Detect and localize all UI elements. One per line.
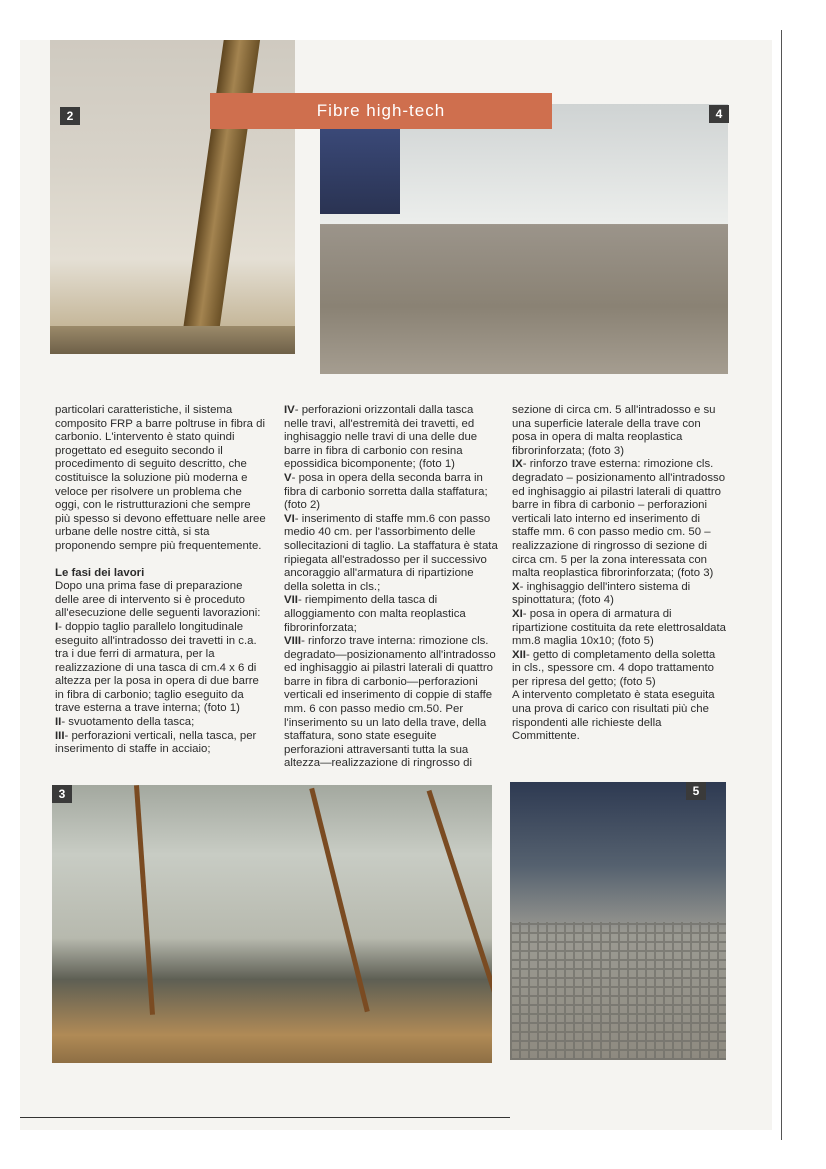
- step-2-text: - svuotamento della tasca;: [61, 716, 195, 729]
- step-10-text: - inghisaggio dell'intero sistema di spinottatura; (foto 4): [512, 580, 691, 607]
- photo-3-reinforced-beam: [52, 785, 492, 1063]
- subheading-phases: Le fasi dei lavori: [55, 566, 145, 579]
- phases-intro: Dopo una prima fase di preparazione delle aree di intervento si è proceduto all'esecuzione delle seguenti lavorazioni:: [55, 580, 261, 620]
- photo-5-label: 5: [686, 782, 706, 800]
- step-11: [512, 608, 726, 649]
- step-2: [55, 716, 267, 730]
- step-8-continued: sezione di circa cm. 5 all'intradosso e su una superficie laterale della trave con posa in opera di malta reoplastica fibrorinforzata; (foto 3): [512, 404, 716, 457]
- step-9-number: IX: [512, 458, 523, 471]
- photo-5-mesh-floor: [510, 782, 726, 1060]
- step-6-number: VI: [284, 512, 295, 525]
- photo-2-label: 2: [60, 107, 80, 125]
- step-12-text: - getto di completamento della soletta in cls., spessore cm. 4 dopo trattamento per ripresa del getto; (foto 5): [512, 648, 716, 688]
- steel-stirrup-1: [134, 785, 155, 1015]
- step-9-text: - rinforzo trave esterna: rimozione cls. degradato – posizionamento all'intradosso ed inghisaggio ai pilastri laterali di quattro barre in fibra di carbonio – perforazioni verticali lato interno ed inserimento di staffe mm. 6 con passo medio cm. 50 – realizzazione di ringrosso di sezione di circa cm. 5 per la zona interessata con malta reoplastica fibrorinforzata; (foto 3): [512, 458, 726, 580]
- step-1-text: - doppio taglio parallelo longitudinale eseguito all'intradosso dei travetti in c.a. tra i due ferri di armatura, per la realizzazione di una tasca di cm.4 x 6 di altezza per la posa in opera di due barre in fibra di carbonio; taglio eseguito da trave esterna a trave interna; (foto 1): [55, 620, 259, 715]
- intro-paragraph: particolari caratteristiche, il sistema composito FRP a barre poltruse in fibra di carbonio. L'intervento è stato quindi progettato ed eseguito secondo il procedimento di seguito descritto, che costituisce la soluzione più moderna e veloce per risolvere un problema che oggi, con le ristrutturazioni che sempre più spesso si devono effettuare nelle aree urbane delle nostre città, si sta proponendo sempre più frequentemente.: [55, 404, 266, 552]
- step-11-text: - posa in opera di armatura di ripartizione costituita da rete elettrosaldata mm.8 maglia 10x10; (foto 5): [512, 607, 727, 648]
- step-3-text: - perforazioni verticali, nella tasca, per inserimento di staffe in acciaio;: [55, 729, 257, 756]
- step-9: [512, 458, 726, 580]
- step-8: [284, 635, 498, 771]
- step-6-text: - inserimento di staffe mm.6 con passo medio 40 cm. per l'assorbimento delle sollecitazioni di taglio. La staffatura è stata ripiegata all'estradosso per il successivo ancoraggio all'armatura di ripartizione della soletta in cls.;: [284, 512, 498, 593]
- footer-rule: [20, 1117, 510, 1118]
- step-5-number: V: [284, 471, 292, 484]
- step-4-text: - perforazioni orizzontali dalla tasca nelle travi, all'estremità dei travetti, ed inghisaggio nelle travi di una delle due barre in fibra di carbonio con resina epossidica bicomponente; (foto 1): [284, 404, 478, 471]
- step-10-number: X: [512, 580, 520, 593]
- final-paragraph: A intervento completato è stata eseguita una prova di carico con risultati più che rispondenti alle richieste della Committente.: [512, 689, 715, 743]
- step-7: [284, 594, 498, 635]
- step-12: [512, 649, 726, 690]
- steel-stirrup-2: [309, 788, 369, 1012]
- step-11-number: XI: [512, 607, 523, 620]
- photo-4-label: 4: [709, 105, 729, 123]
- carbon-bar-beam: [174, 40, 263, 354]
- step-10: [512, 581, 726, 608]
- photo-3-label: 3: [52, 785, 72, 803]
- text-column-1: [55, 404, 267, 757]
- step-5: [284, 472, 498, 513]
- photo-4-floor-pins: [320, 104, 728, 374]
- step-7-number: VII: [284, 594, 298, 607]
- step-8-text: - rinforzo trave interna: rimozione cls. degradato—posizionamento all'intradosso ed inghisaggio ai pilastri laterali di quattro barre in fibra di carbonio—perforazioni verticali ed inserimento di coppie di staffe mm. 6 con passo medio cm.50. Per l'inserimento su un lato della trave, della staffatura, sono state eseguite perforazioni attraversanti tutta la sua altezza—realizzazione di ringrosso di: [284, 635, 496, 770]
- photo-4-workers: [320, 124, 400, 214]
- step-12-number: XII: [512, 648, 526, 661]
- step-7-text: - riempimento della tasca di alloggiamento con malta reoplastica fibrorinforzata;: [284, 594, 466, 634]
- step-6: [284, 513, 498, 595]
- step-4-number: IV: [284, 404, 295, 416]
- steel-stirrup-3: [427, 790, 492, 1010]
- welded-mesh: [510, 922, 726, 1060]
- step-8-number: VIII: [284, 635, 302, 648]
- step-3: [55, 730, 267, 757]
- page-edge-line: [781, 30, 782, 1140]
- step-3-number: III: [55, 729, 65, 742]
- step-5-text: - posa in opera della seconda barra in fibra di carbonio sorretta dalla staffatura; (foto 2): [284, 471, 488, 512]
- step-1: [55, 621, 267, 716]
- text-column-2: [284, 404, 498, 771]
- photo-2-beam-detail: [50, 40, 295, 354]
- step-4: [284, 404, 498, 472]
- step-1-number: I: [55, 620, 59, 633]
- photo-2-bottom-band: [50, 326, 295, 354]
- section-header: Fibre high-tech: [210, 93, 552, 129]
- text-column-3: [512, 404, 726, 744]
- step-2-number: II: [55, 716, 62, 729]
